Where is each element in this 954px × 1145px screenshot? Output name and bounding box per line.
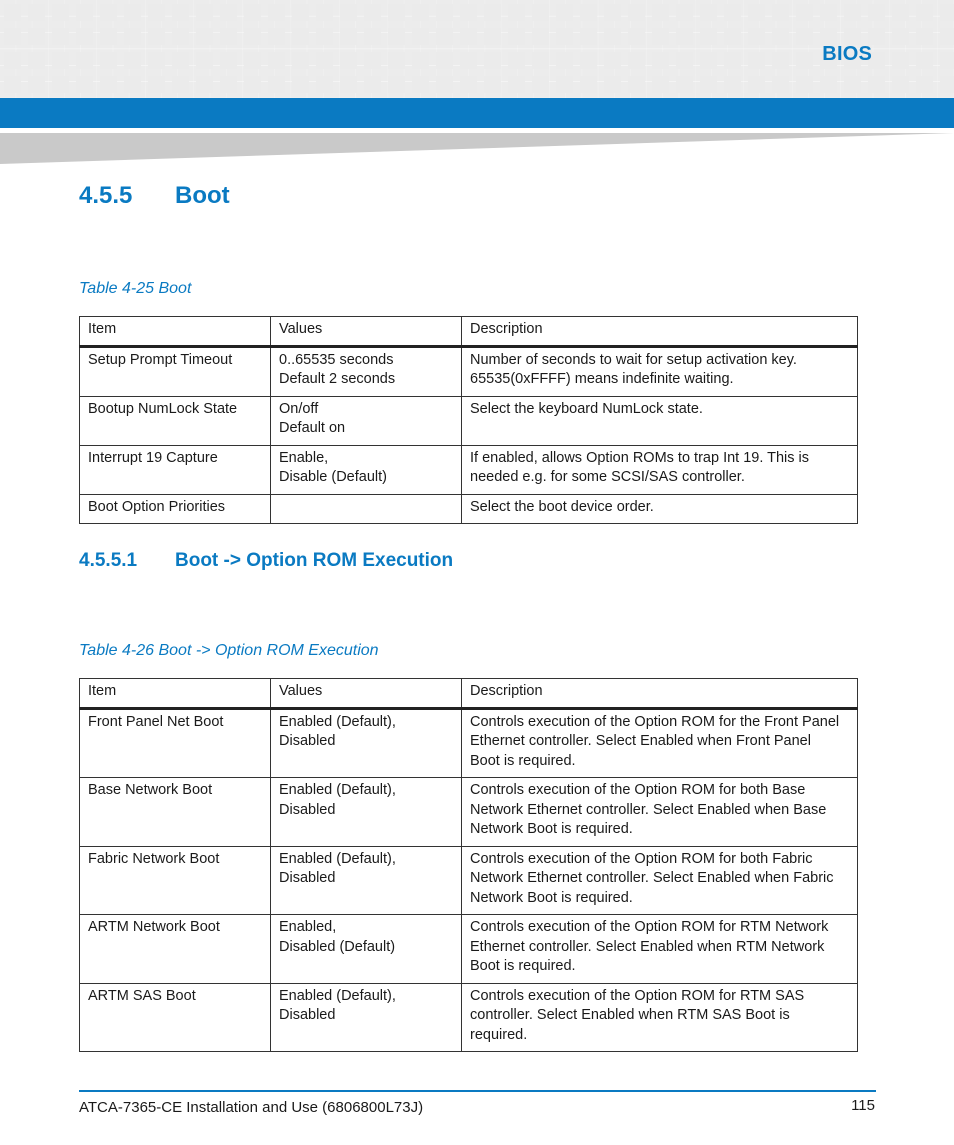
table1-caption: Table 4-25 Boot [79,280,192,297]
header-blue-bar [0,98,954,128]
values-cell: 0..65535 seconds Default 2 seconds [271,346,462,396]
header-tile-pattern [0,0,954,98]
table2-header-row [80,679,858,709]
subsection-heading [79,550,453,572]
table2-header-cell: Values [271,679,462,709]
description-cell: Controls execution of the Option ROM for RTM SAS controller. Select Enabled when RTM SAS Boot is required. [462,983,858,1052]
item-cell: Front Panel Net Boot [80,708,271,778]
table-row [80,915,858,984]
values-cell: Enabled, Disabled (Default) [271,915,462,984]
footer-rule [79,1090,876,1092]
item-cell: ARTM Network Boot [80,915,271,984]
section-heading [79,182,230,210]
item-cell: Interrupt 19 Capture [80,445,271,494]
description-cell: Controls execution of the Option ROM for both Fabric Network Ethernet controller. Select Enabled when Fabric Network Boot is required. [462,846,858,915]
subsection-title: Boot -> Option ROM Execution [175,550,454,571]
table-row [80,846,858,915]
section-number: 4.5.5 [79,182,133,209]
values-cell: Enabled (Default), Disabled [271,983,462,1052]
item-cell: ARTM SAS Boot [80,983,271,1052]
header-grey-wedge [0,128,954,164]
table-row [80,445,858,494]
item-cell: Boot Option Priorities [80,494,271,524]
description-cell: If enabled, allows Option ROMs to trap Int 19. This is needed e.g. for some SCSI/SAS controller. [462,445,858,494]
description-cell: Select the boot device order. [462,494,858,524]
table1-header-cell: Values [271,317,462,347]
table2-header-cell: Item [80,679,271,709]
item-cell: Fabric Network Boot [80,846,271,915]
table-row [80,346,858,396]
table-row [80,983,858,1052]
item-cell: Setup Prompt Timeout [80,346,271,396]
tile-pattern-graphic [0,0,954,98]
table2-header-cell: Description [462,679,858,709]
description-cell: Controls execution of the Option ROM for both Base Network Ethernet controller. Select Enabled when Base Network Boot is required. [462,778,858,847]
description-cell: Controls execution of the Option ROM for the Front Panel Ethernet controller. Select Enabled when Front Panel Boot is required. [462,708,858,778]
item-cell: Base Network Boot [80,778,271,847]
subsection-number: 4.5.5.1 [79,550,138,571]
table1-header-cell: Description [462,317,858,347]
table-row [80,778,858,847]
values-cell: Enabled (Default), Disabled [271,778,462,847]
description-cell: Number of seconds to wait for setup activation key. 65535(0xFFFF) means indefinite waiting. [462,346,858,396]
option-rom-table [79,678,858,1052]
table-row [80,708,858,778]
description-cell: Select the keyboard NumLock state. [462,396,858,445]
table2-caption: Table 4-26 Boot -> Option ROM Execution [79,642,379,659]
values-cell: Enabled (Default), Disabled [271,708,462,778]
values-cell [271,494,462,524]
table1-header-cell: Item [80,317,271,347]
footer-doc-title: ATCA-7365-CE Installation and Use (6806800L73J) [79,1099,424,1116]
table1-header-row [80,317,858,347]
footer-page-number: 115 [851,1097,875,1114]
table-row [80,396,858,445]
description-cell: Controls execution of the Option ROM for RTM Network Ethernet controller. Select Enabled when RTM Network Boot is required. [462,915,858,984]
values-cell: On/off Default on [271,396,462,445]
boot-table [79,316,858,524]
values-cell: Enabled (Default), Disabled [271,846,462,915]
chapter-label: BIOS [822,43,872,65]
item-cell: Bootup NumLock State [80,396,271,445]
table-row [80,494,858,524]
section-title: Boot [175,182,230,209]
values-cell: Enable, Disable (Default) [271,445,462,494]
